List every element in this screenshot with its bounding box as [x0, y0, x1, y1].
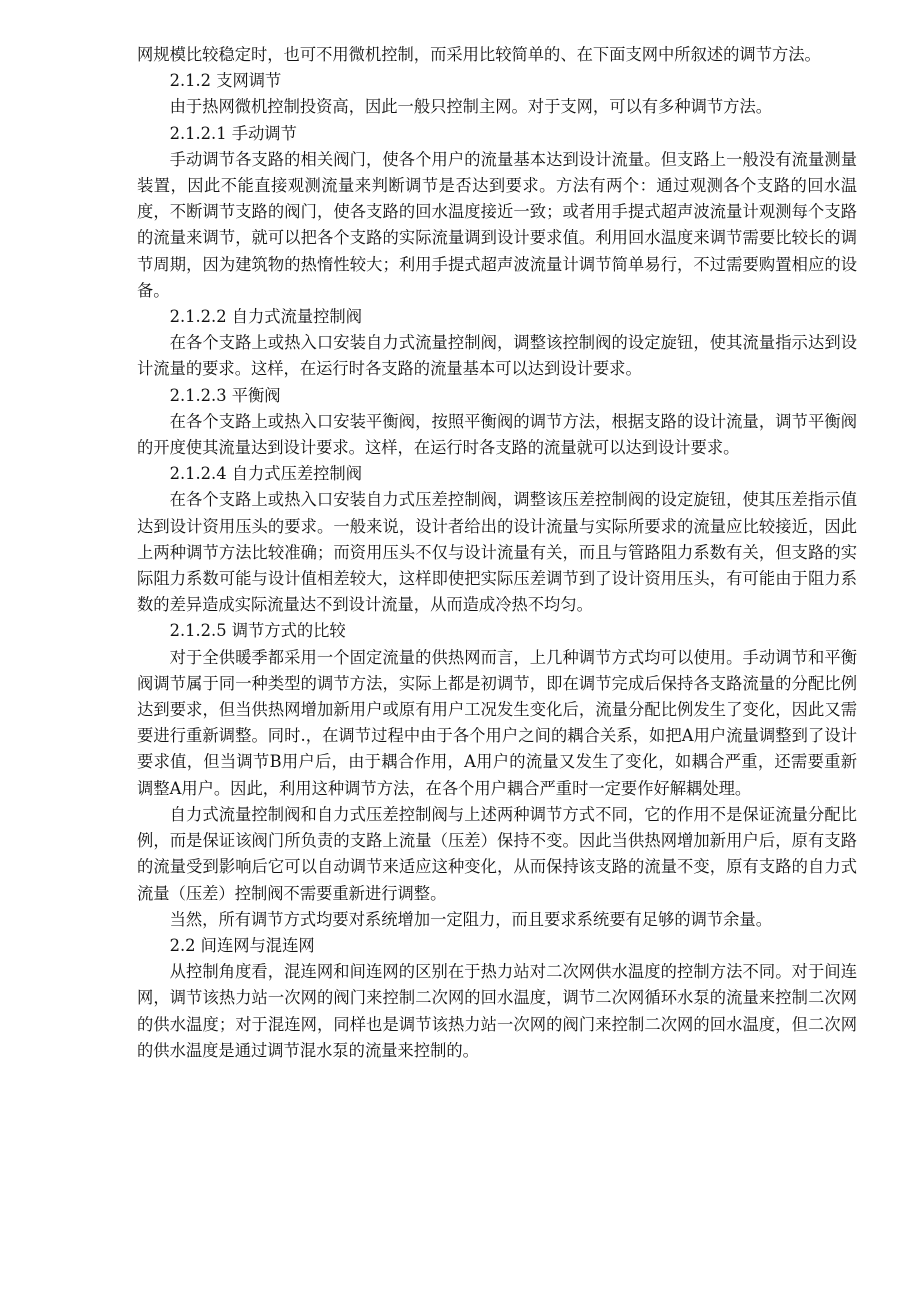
paragraph-continued: 网规模比较稳定时，也可不用微机控制，而采用比较简单的、在下面支网中所叙述的调节方法。 — [137, 45, 821, 64]
heading-2-2: 2.2 间连网与混连网 — [169, 935, 315, 955]
paragraph-network-types: 从控制角度看，混连网和间连网的区别在于热力站对二次网供水温度的控制方法不同。对于间连网，调节该热力站一次网的阀门来控制二次网的回水温度，调节二次网循环水泵的流量来控制二次网的供水温度；对于混连网，同样也是调节该热力站一次网的阀门来控制二次网的回水温度，但二次网的供水温度是通过调节混水泵的流量来控制的。 — [137, 962, 857, 1060]
paragraph-balance-valve: 在各个支路上或热入口安装平衡阀，按照平衡阀的调节方法，根据支路的设计流量，调节平衡阀的开度使其流量达到设计要求。这样，在运行时各支路的流量就可以达到设计要求。 — [137, 411, 857, 458]
paragraph-resistance: 当然，所有调节方式均要对系统增加一定阻力，而且要求系统要有足够的调节余量。 — [169, 909, 773, 929]
heading-2-1-2-2: 2.1.2.2 自力式流量控制阀 — [169, 307, 362, 327]
paragraph-flow-valve: 在各个支路上或热入口安装自力式流量控制阀，调整该控制阀的设定旋钮，使其流量指示达到设计流量的要求。这样，在运行时各支路的流量基本可以达到设计要求。 — [137, 333, 857, 379]
heading-2-1-2-3: 2.1.2.3 平衡阀 — [169, 385, 281, 405]
paragraph-pressure-valve: 在各个支路上或热入口安装自力式压差控制阀，调整该压差控制阀的设定旋钮，使其压差指示值达到设计资用压头的要求。一般来说，设计者给出的设计流量与实际所要求的流量应比较接近，因此上两种调节方法比较准确；而资用压头不仅与设计流量有关，而且与管路阻力系数有关，但支路的实际阻力系数可能与设计值相差较大，这样即使把实际压差调节到了设计资用压头，有可能由于阻力系数的差异造成实际流量达不到设计流量，从而造成冷热不均匀。 — [137, 490, 857, 615]
heading-2-1-2: 2.1.2 支网调节 — [169, 71, 282, 91]
heading-2-1-2-4: 2.1.2.4 自力式压差控制阀 — [169, 464, 362, 484]
paragraph-branch-intro: 由于热网微机控制投资高，因此一般只控制主网。对于支网，可以有多种调节方法。 — [169, 97, 773, 117]
document-page — [137, 42, 857, 1064]
heading-2-1-2-1: 2.1.2.1 手动调节 — [169, 123, 297, 143]
heading-2-1-2-5: 2.1.2.5 调节方式的比较 — [169, 621, 346, 641]
paragraph-manual-adjust: 手动调节各支路的相关阀门，使各个用户的流量基本达到设计流量。但支路上一般没有流量测量装置，因此不能直接观测流量来判断调节是否达到要求。方法有两个：通过观测各个支路的回水温度，不断调节支路的阀门，使各支路的回水温度接近一致；或者用手提式超声波流量计观测每个支路的流量来调节，就可以把各个支路的实际流量调到设计要求值。利用回水温度来调节需要比较长的调节周期，因为建筑物的热惰性较大；利用手提式超声波流量计调节简单易行，不过需要购置相应的设备。 — [137, 149, 857, 300]
paragraph-comparison: 对于全供暖季都采用一个固定流量的供热网而言，上几种调节方式均可以使用。手动调节和平衡阀调节属于同一种类型的调节方法，实际上都是初调节，即在调节完成后保持各支路流量的分配比例达到要求，但当供热网增加新用户或原有用户工况发生变化后，流量分配比例发生了变化，因此又需要进行重新调整。同时.，在调节过程中由于各个用户之间的耦合关系，如把A用户流量调整到了设计要求值，但当调节B用户后，由于耦合作用，A用户的流量又发生了变化，如耦合严重，还需要重新调整A用户。因此，利用这种调节方法，在各个用户耦合严重时一定要作好解耦处理。 — [137, 647, 857, 798]
paragraph-self-operated: 自力式流量控制阀和自力式压差控制阀与上述两种调节方式不同，它的作用不是保证流量分配比例，而是保证该阀门所负责的支路上流量（压差）保持不变。因此当供热网增加新用户后，原有支路的流量受到影响后它可以自动调节来适应这种变化，从而保持该支路的流量不变，原有支路的自力式流量（压差）控制阀不需要重新进行调整。 — [137, 804, 857, 903]
